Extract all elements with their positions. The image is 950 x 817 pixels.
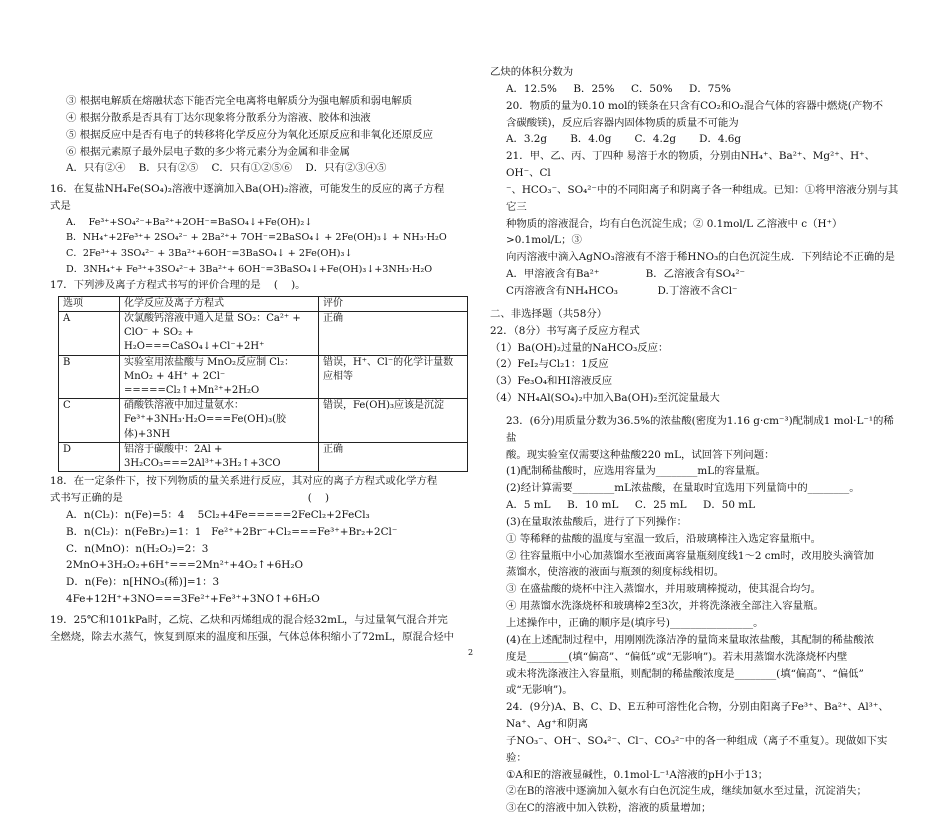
table-cell: 错误，Fe(OH)₃应该是沉淀: [319, 399, 468, 443]
table-cell: A: [59, 312, 120, 356]
answer-option: D．n(Fe)：n[HNO₃(稀)]=1：3: [66, 576, 220, 589]
question-16-line: 式是: [50, 200, 71, 213]
question-18-line: 18．在一定条件下，按下列物质的量关系进行反应，其对应的离子方程式或化学方程: [50, 475, 438, 488]
answer-option: A． Fe³⁺+SO₄²⁻+Ba²⁺+2OH⁻=BaSO₄↓+Fe(OH)₂↓: [66, 216, 313, 228]
question-20: [490, 98, 902, 149]
question-16-line: 16．在复盐NH₄Fe(SO₄)₂溶液中逐滴加入Ba(OH)₂溶液，可能发生的反应的离子方程: [50, 183, 445, 196]
question-19-line: 全燃烧，除去水蒸气，恢复到原来的温度和压强，气体总体积缩小了72mL，原混合烃中: [50, 630, 455, 643]
table-row: [59, 442, 468, 471]
question-23-line: 蒸馏水，使溶液的液面与瓶颈的刻度标线相切。: [506, 566, 725, 579]
question-23-line: (4)在上述配制过程中，用刚刚洗涤洁净的量筒来量取浓盐酸，其配制的稀盐酸浓: [506, 633, 874, 646]
question-20-line: A．3.2g B．4.0g C．4.2g D．4.6g: [506, 133, 742, 146]
question-23-line: (3)在量取浓盐酸后，进行了下列操作：: [506, 515, 687, 528]
table-header-row: [59, 296, 468, 311]
question-21-line: ⁻、HCO₃⁻、SO₄²⁻中的不同阳离子和阴离子各一种组成。已知：①将甲溶液分别与其它三: [506, 183, 899, 213]
question-22-line: 22．（8分）书写离子反应方程式: [490, 324, 640, 337]
question-20-line: 含碳酸镁)，反应后容器内固体物质的质量不可能为: [506, 116, 739, 129]
table-cell: D: [59, 442, 120, 471]
answer-option: A．n(Cl₂)：n(Fe)=5：4 5Cl₂+4Fe=====2FeCl₂+2FeCl₃: [66, 508, 370, 521]
statement-line: ⑥ 根据元素原子最外层电子数的多少将元素分为金属和非金属: [66, 145, 350, 158]
table-row: [59, 399, 468, 443]
question-23-line: ② 往容量瓶中小心加蒸馏水至液面离容量瓶刻度线1～2 cm时，改用胶头滴管加: [506, 549, 874, 562]
table-row: [59, 312, 468, 356]
question-22-line: （2）FeI₂与Cl₂1：1反应: [490, 358, 609, 371]
question-23-line: 度是________(填“偏高”、“偏低”或“无影响”)。若未用蒸馏水洗涤烧杯内壁: [506, 650, 848, 663]
table-header-cell: 化学反应及离子方程式: [120, 296, 319, 311]
table-header-cell: 选项: [59, 296, 120, 311]
question-23-line: ① 等稀释的盐酸的温度与室温一致后，沿玻璃棒注入选定容量瓶中。: [506, 532, 822, 545]
question-22-line: （3）Fe₃O₄和HI溶液反应: [490, 375, 613, 388]
question-24: [490, 699, 902, 817]
question-19-continued: 乙炔的体积分数为: [490, 66, 574, 78]
question-23-line: ④ 用蒸馏水洗涤烧杯和玻璃棒2至3次，并将洗涤液全部注入容量瓶。: [506, 600, 824, 613]
statement-line: A．只有②④ B．只有②⑤ C．只有①②⑤⑥ D．只有②③④⑤: [66, 162, 387, 175]
question-22: [490, 323, 902, 407]
table-cell: 硝酸铁溶液中加过量氨水：Fe³⁺+3NH₃·H₂O===Fe(OH)₃(胶体)+3NH: [120, 399, 319, 443]
question-16: [50, 181, 468, 277]
question-23: [490, 413, 902, 699]
question-18-line: 式书写正确的是 ( ): [50, 491, 330, 504]
table-cell: C: [59, 399, 120, 443]
answer-option: D．3NH₄⁺+ Fe³⁺+3SO₄²⁻+ 3Ba²⁺+ 6OH⁻=3BaSO₄↓+Fe(OH)₃↓+3NH₃·H₂O: [66, 263, 433, 275]
question-21-line: 种物质的溶液混合，均有白色沉淀生成；② 0.1mol/L 乙溶液中 c（H⁺）>0.1mol/L；③: [506, 217, 843, 247]
question-23-line: (1)配制稀盐酸时，应选用容量为________mL的容量瓶。: [506, 465, 767, 478]
question-23-line: A．5 mL B．10 mL C．25 mL D．50 mL: [506, 499, 756, 512]
question-23-line: (2)经计算需要________mL浓盐酸，在量取时宜选用下列量筒中的________。: [506, 482, 860, 495]
question-22-line: （1）Ba(OH)₂过量的NaHCO₃反应：: [490, 341, 669, 354]
table-cell: 铝溶于碳酸中：2Al + 3H₂CO₃===2Al³⁺+3H₂↑+3CO: [120, 442, 319, 471]
table-cell: 错误，H⁺、Cl⁻的化学计量数应相等: [319, 355, 468, 399]
answer-option: C．n(MnO)：n(H₂O₂)=2：3: [66, 542, 209, 555]
question-20-line: 20．物质的量为0.10 mol的镁条在只含有CO₂和O₂混合气体的容器中燃烧(产物不: [506, 99, 884, 112]
classification-statements: [50, 93, 468, 177]
question-24-line: ①A和E的溶液显碱性，0.1mol·L⁻¹A溶液的pH小于13；: [506, 768, 769, 781]
question-24-line: ③在C的溶液中加入铁粉，溶液的质量增加；: [506, 802, 712, 815]
table-cell: 正确: [319, 312, 468, 356]
table-cell: 实验室用浓盐酸与 MnO₂反应制 Cl₂： MnO₂ + 4H⁺ + 2Cl⁻ =====Cl₂↑+Mn²⁺+2H₂O: [120, 355, 319, 399]
question-17-title: 17．下列涉及离子方程式书写的评价合理的是 ( )。: [50, 279, 306, 292]
question-17-table: [58, 296, 468, 472]
question-23-line: 酸。现实验室仅需要这种盐酸220 mL，试回答下列问题：: [506, 448, 775, 461]
question-24-line: 子NO₃⁻、OH⁻、SO₄²⁻、Cl⁻、CO₃²⁻中的各一种组成（离子不重复）。现做如下实验：: [506, 734, 888, 764]
question-21-line: C丙溶液含有NH₄HCO₃ D.丁溶液不含Cl⁻: [506, 284, 738, 297]
right-column: [490, 64, 902, 817]
question-19: [50, 612, 468, 646]
question-23-line: 或“无影响”)。: [506, 684, 573, 697]
answer-option: B．n(Cl₂)：n(FeBr₂)=1：1 Fe²⁺+2Br⁻+Cl₂===Fe³⁺+Br₂+2Cl⁻: [66, 525, 398, 538]
table-cell: 正确: [319, 442, 468, 471]
question-21-line: 21．甲、乙、丙、丁四种 易溶于水的物质，分别由NH₄⁺、Ba²⁺、Mg²⁺、H⁺、OH⁻、Cl: [506, 150, 876, 180]
answer-option: C．2Fe³⁺+ 3SO₄²⁻ + 3Ba²⁺+6OH⁻=3BaSO₄↓ + 2Fe(OH)₃↓: [66, 247, 353, 259]
question-17: [50, 277, 468, 472]
table-row: [59, 355, 468, 399]
question-24-line: ②在B的溶液中逐滴加入氨水有白色沉淀生成，继续加氨水至过量，沉淀消失；: [506, 785, 867, 798]
statement-line: ③ 根据电解质在熔融状态下能否完全电离将电解质分为强电解质和弱电解质: [66, 95, 413, 107]
question-21-line: A．甲溶液含有Ba²⁺ B．乙溶液含有SO₄²⁻: [506, 268, 745, 281]
table-cell: 次氯酸钙溶液中通入足量 SO₂：Ca²⁺ + ClO⁻ + SO₂ + H₂O===CaSO₄↓+Cl⁻+2H⁺: [120, 312, 319, 356]
answer-option: 4Fe+12H⁺+3NO===3Fe²⁺+Fe³⁺+3NO↑+6H₂O: [66, 593, 320, 606]
section-heading: 二、非选择题（共58分）: [490, 307, 608, 320]
page-number: 2: [468, 648, 474, 657]
question-23-line: 或未将洗涤液注入容量瓶，则配制的稀盐酸浓度是________(填“偏高”、“偏低”: [506, 667, 864, 680]
question-24-line: 24．(9分)A、B、C、D、E五种可溶性化合物，分别由阳离子Fe³⁺、Ba²⁺、Al³⁺、Na⁺、Ag⁺和阴离: [506, 701, 889, 731]
question-19-line: 19．25℃和101kPa时，乙烷、乙炔和丙烯组成的混合烃32mL，与过量氧气混合并完: [50, 613, 448, 626]
question-18: [50, 473, 468, 608]
left-column: [50, 93, 468, 646]
answer-option: 2MnO+3H₂O₂+6H⁺===2Mn²⁺+4O₂↑+6H₂O: [66, 559, 304, 572]
question-22-line: （4）NH₄Al(SO₄)₂中加入Ba(OH)₂至沉淀量最大: [490, 392, 720, 405]
statement-line: ⑤ 根据反应中是否有电子的转移将化学反应分为氧化还原反应和非氧化还原反应: [66, 128, 433, 141]
table-cell: B: [59, 355, 120, 399]
answer-option: B．NH₄⁺+2Fe³⁺+ 2SO₄²⁻ + 2Ba²⁺+ 7OH⁻=2BaSO₄↓ + 2Fe(OH)₃↓ + NH₃·H₂O: [66, 232, 447, 244]
question-23-line: ③ 在盛盐酸的烧杯中注入蒸馏水，并用玻璃棒搅动，使其混合均匀。: [506, 583, 822, 596]
question-19-options: A．12.5% B．25% C．50% D．75%: [506, 82, 731, 95]
table-header-cell: 评价: [319, 296, 468, 311]
question-23-line: 上述操作中，正确的顺序是(填序号)________________。: [506, 617, 764, 629]
question-21: [490, 148, 902, 300]
question-21-line: 向丙溶液中滴入AgNO₃溶液有不溶于稀HNO₃的白色沉淀生成．下列结论不正确的是: [506, 251, 895, 264]
statement-line: ④ 根据分散系是否具有丁达尔现象将分散系分为溶液、胶体和浊液: [66, 111, 371, 124]
question-23-line: 23．(6分)用质量分数为36.5%的浓盐酸(密度为1.16 g·cm⁻³)配制成1 mol·L⁻¹的稀盐: [506, 414, 894, 444]
